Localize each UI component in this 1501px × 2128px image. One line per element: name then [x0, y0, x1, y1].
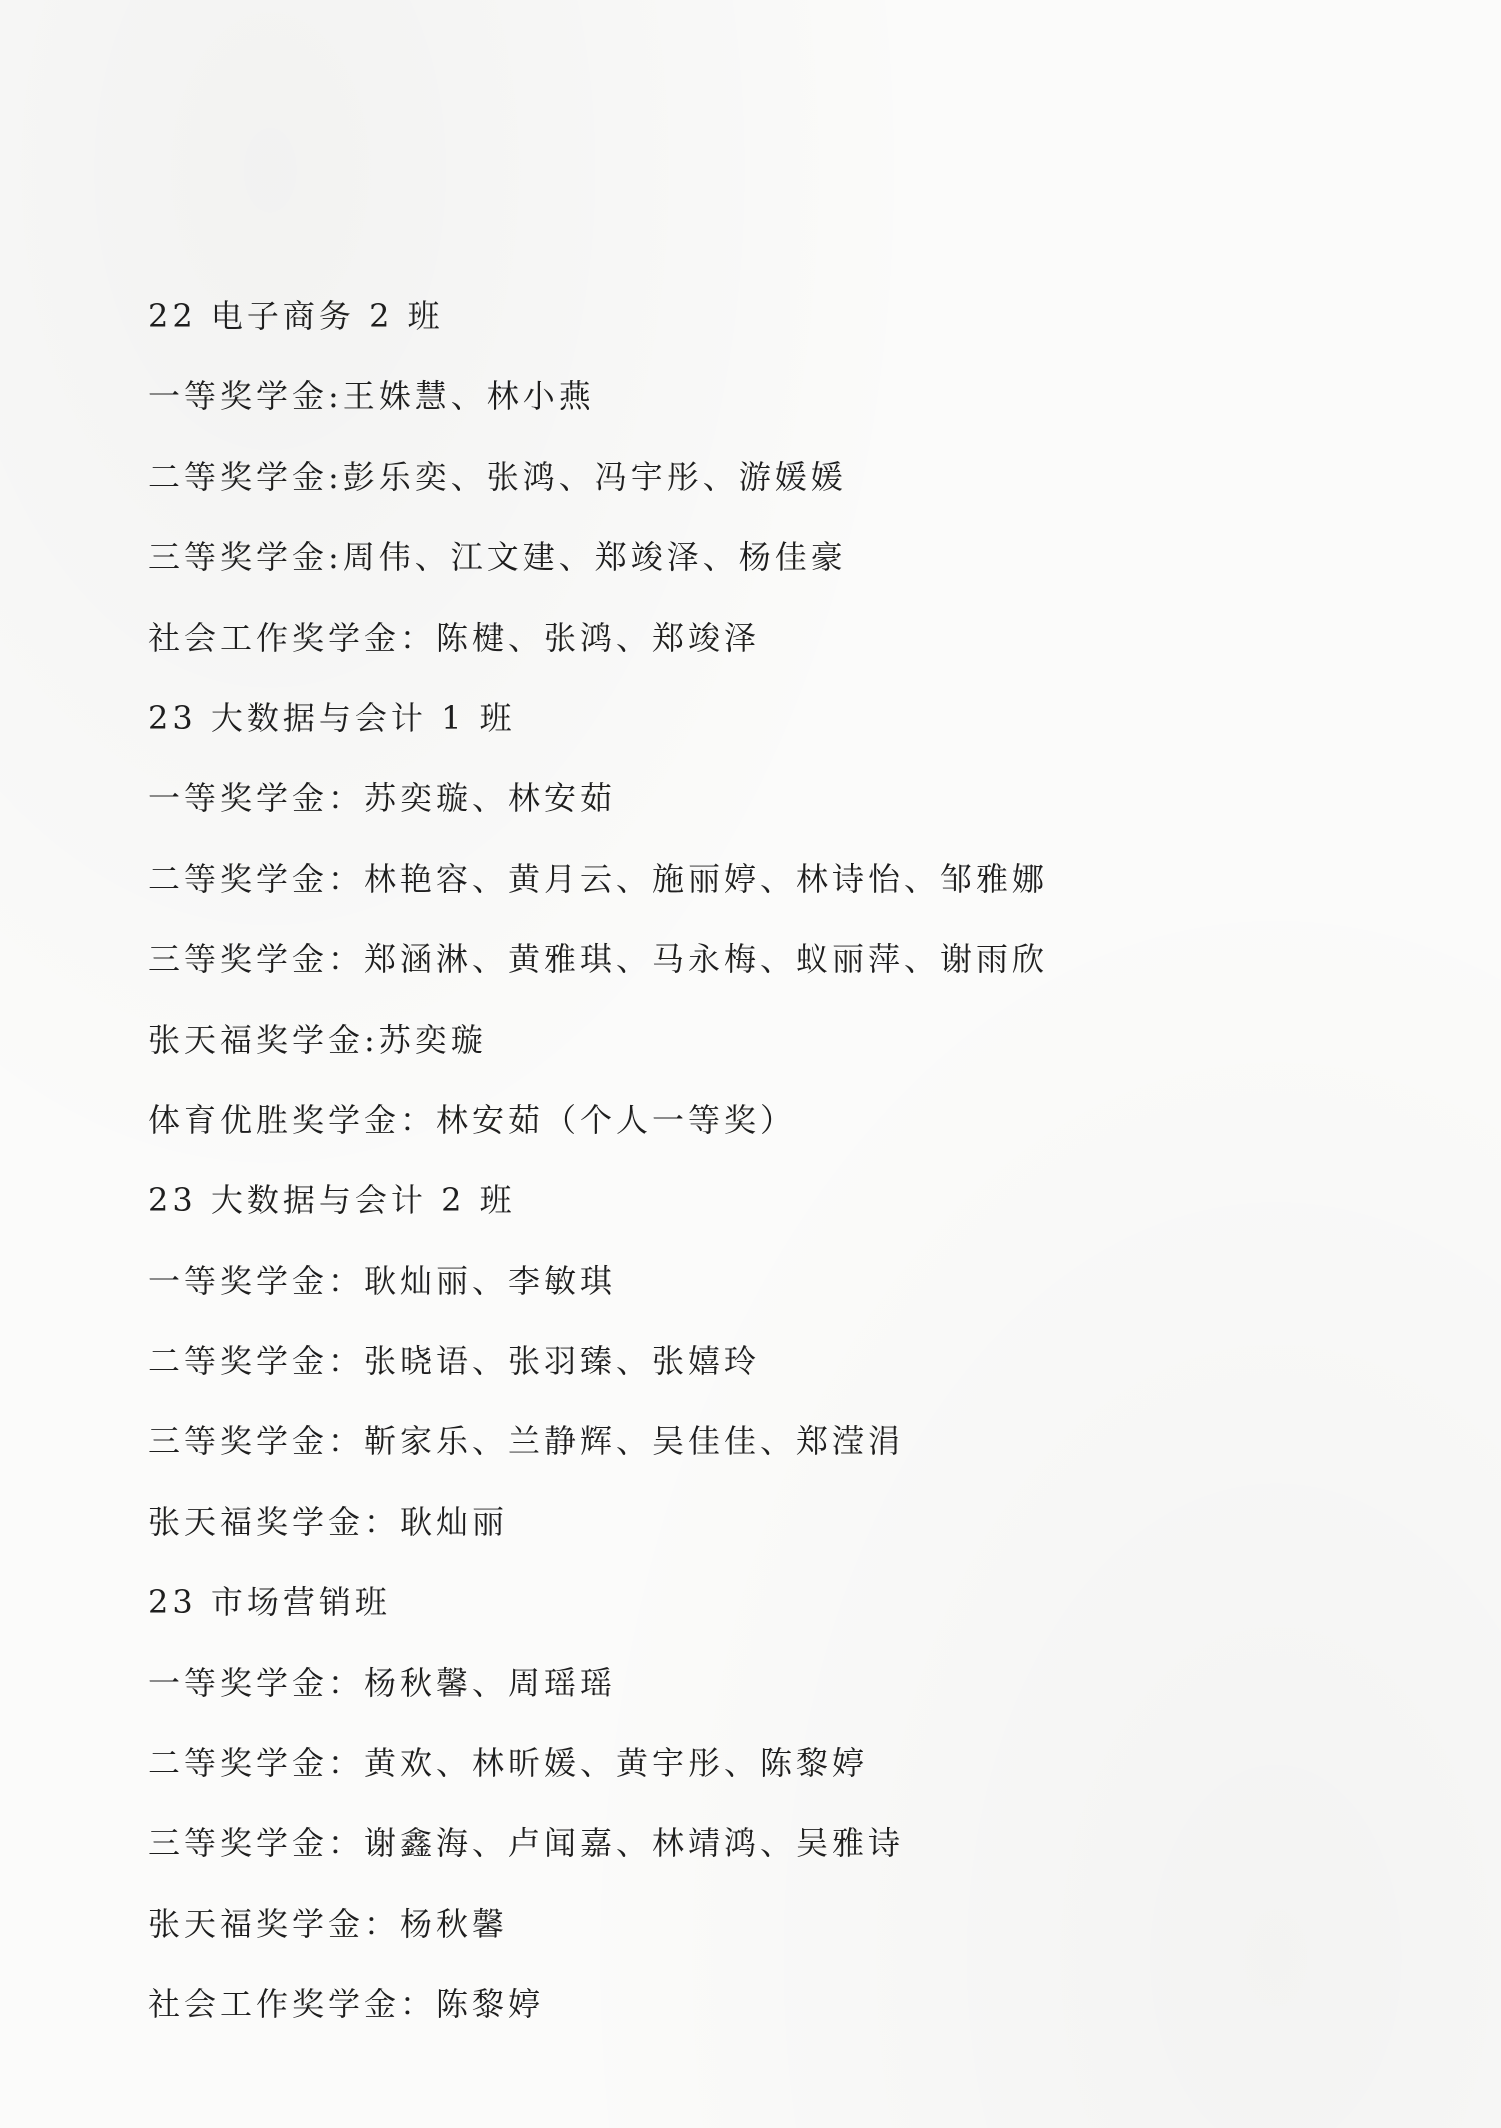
scholarship-list [148, 276, 1398, 2045]
award-line: 二等奖学金：林艳容、黄月云、施丽婷、林诗怡、邹雅娜 [148, 859, 1049, 898]
award-line: 二等奖学金：黄欢、林昕媛、黄宇彤、陈黎婷 [148, 1744, 869, 1783]
award-line: 二等奖学金：张晓语、张羽臻、张嬉玲 [148, 1342, 761, 1381]
award-line: 二等奖学金:彭乐奕、张鸿、冯宇彤、游媛媛 [148, 457, 847, 496]
award-line: 一等奖学金:王姝慧、林小燕 [148, 377, 595, 416]
award-line: 三等奖学金：郑涵淋、黄雅琪、马永梅、蚁丽萍、谢雨欣 [148, 940, 1049, 979]
award-line: 三等奖学金：靳家乐、兰静辉、吴佳佳、郑滢涓 [148, 1422, 905, 1461]
award-line: 张天福奖学金：杨秋馨 [148, 1904, 509, 1943]
award-line: 一等奖学金：耿灿丽、李敏琪 [148, 1261, 617, 1300]
award-line: 体育优胜奖学金：林安茹（个人一等奖） [148, 1100, 797, 1139]
class-heading-23-bigdata-accounting-2: 23 大数据与会计 2 班 [148, 1181, 516, 1220]
class-heading-23-marketing: 23 市场营销班 [148, 1583, 391, 1622]
award-line: 张天福奖学金：耿灿丽 [148, 1502, 509, 1541]
award-line: 社会工作奖学金：陈黎婷 [148, 1985, 545, 2024]
award-line: 一等奖学金：苏奕璇、林安茹 [148, 779, 617, 818]
award-line: 三等奖学金：谢鑫海、卢闻嘉、林靖鸿、吴雅诗 [148, 1824, 905, 1863]
award-line: 社会工作奖学金：陈楗、张鸿、郑竣泽 [148, 618, 761, 657]
class-heading-22-ecommerce-2: 22 电子商务 2 班 [148, 297, 444, 335]
award-line: 张天福奖学金:苏奕璇 [148, 1020, 487, 1059]
class-heading-23-bigdata-accounting-1: 23 大数据与会计 1 班 [148, 698, 516, 737]
award-line: 三等奖学金:周伟、江文建、郑竣泽、杨佳豪 [148, 538, 847, 577]
award-line: 一等奖学金：杨秋馨、周瑶瑶 [148, 1663, 617, 1702]
